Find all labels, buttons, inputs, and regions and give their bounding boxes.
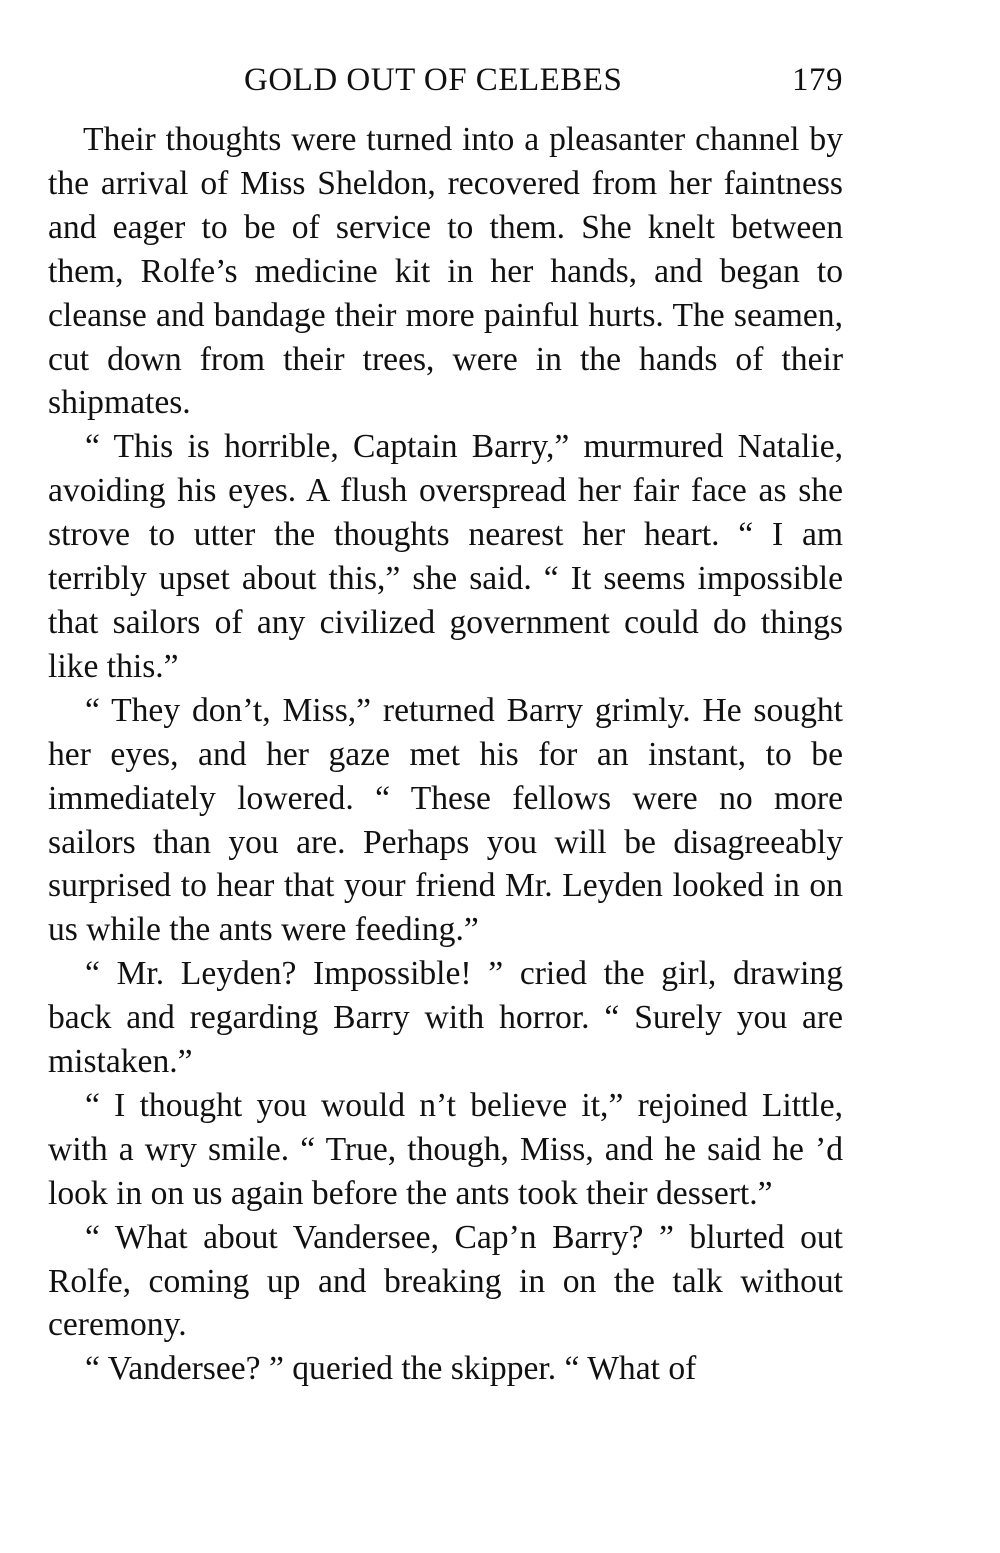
book-page bbox=[48, 60, 843, 1391]
page-number: 179 bbox=[792, 62, 843, 98]
paragraph: Their thoughts were turned into a pleasanter channel by the arrival of Miss Sheldon, recovered from her faintness and eager to be of service to them. She knelt between them, Rolfe’s medicine kit in her hands, and began to cleanse and bandage their more painful hurts. The seamen, cut down from their trees, were in the hands of their shipmates. bbox=[48, 121, 843, 422]
running-head bbox=[48, 60, 843, 104]
paragraph: “ What about Vandersee, Cap’n Barry? ” blurted out Rolfe, coming up and breaking in on the talk without ceremony. bbox=[48, 1218, 843, 1344]
running-title: GOLD OUT OF CELEBES bbox=[244, 62, 623, 98]
paragraph: “ Mr. Leyden? Impossible! ” cried the girl, drawing back and regarding Barry with horror. “ Surely you are mistaken.” bbox=[48, 955, 843, 1081]
body-text bbox=[48, 118, 843, 1391]
paragraph: “ I thought you would n’t believe it,” rejoined Little, with a wry smile. “ True, though, Miss, and he said he ’d look in on us again before the ants took their dessert.” bbox=[48, 1086, 843, 1212]
paragraph: “ Vandersee? ” queried the skipper. “ What of bbox=[85, 1350, 697, 1388]
paragraph: “ They don’t, Miss,” returned Barry grimly. He sought her eyes, and her gaze met his for an instant, to be immediately lowered. “ These fellows were no more sailors than you are. Perhaps you will be disagreeably surprised to hear that your friend Mr. Leyden looked in on us while the ants were feeding.” bbox=[48, 691, 843, 949]
paragraph: “ This is horrible, Captain Barry,” murmured Natalie, avoiding his eyes. A flush overspread her fair face as she strove to utter the thoughts nearest her heart. “ I am terribly upset about this,” she said. “ It seems impossible that sailors of any civilized government could do things like this.” bbox=[48, 428, 843, 685]
